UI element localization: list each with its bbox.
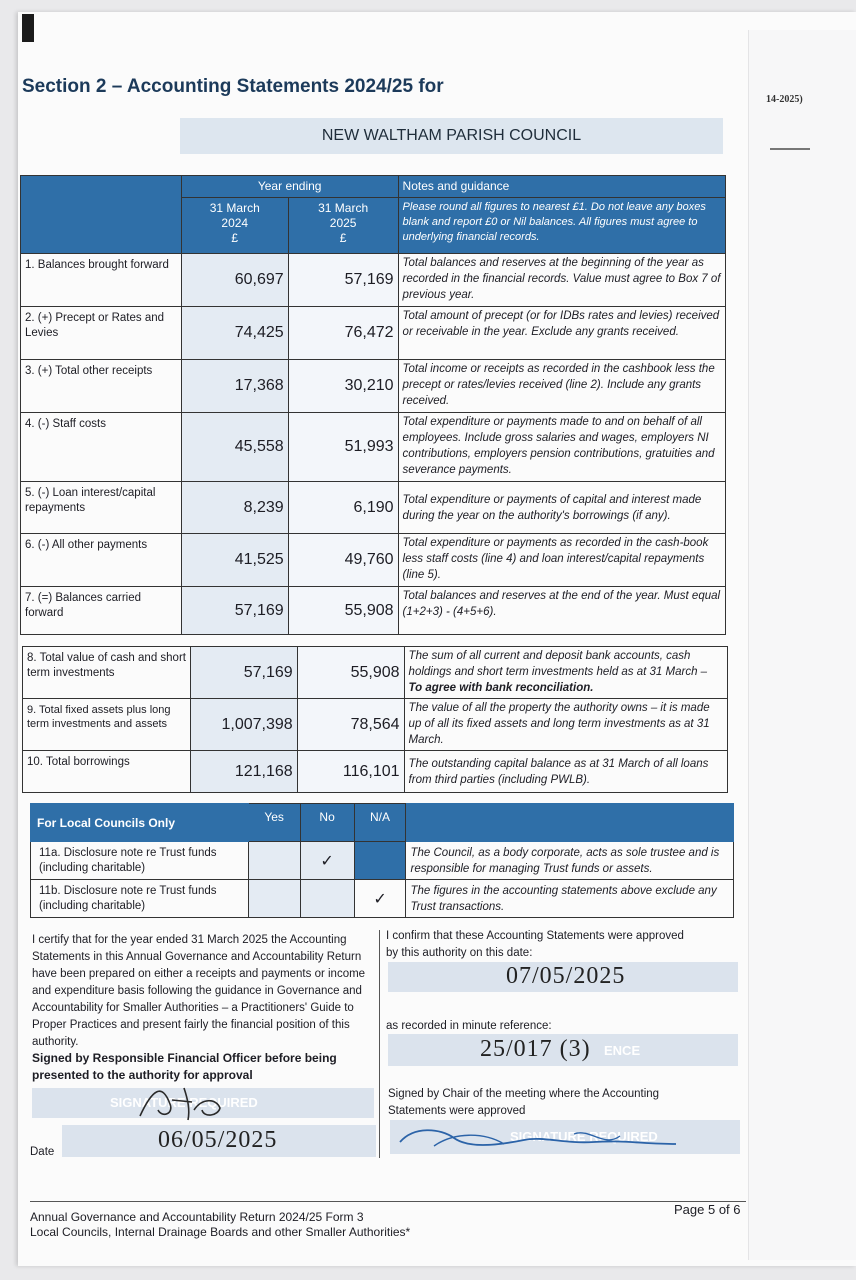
chair-signature-placeholder: SIGNATURE REQUIRED [510, 1129, 658, 1144]
row-note: Total expenditure or payments made to and on behalf of all employees. Include gross salaries and wages, employers NI contributions, employers pension contributions, gratuities and severance payments. [398, 413, 725, 482]
value-2025: 51,993 [288, 413, 398, 482]
table-row [21, 360, 726, 413]
yes-checkbox[interactable] [248, 842, 300, 880]
balance-sheet-table [22, 646, 728, 793]
value-2024: 1,007,398 [190, 699, 297, 751]
value-2024: 41,525 [181, 534, 288, 587]
table-row [21, 587, 726, 635]
row-label: 9. Total fixed assets plus long term investments and assets [23, 699, 191, 751]
value-2024: 60,697 [181, 254, 288, 307]
trust-funds-table [30, 803, 734, 918]
row-note: Total balances and reserves at the beginning of the year as recorded in the financial records. Value must agree to Box 7 of previous year. [398, 254, 725, 307]
footer-form-title: Annual Governance and Accountability Return 2024/25 Form 3 [30, 1210, 364, 1224]
table-row [23, 647, 728, 699]
signature-placeholder: SIGNATURE REQUIRED [110, 1095, 258, 1110]
value-2024: 74,425 [181, 307, 288, 360]
chair-signature-icon [394, 1122, 684, 1152]
yes-checkbox[interactable] [248, 880, 300, 918]
year-tag: 14-2025) [766, 94, 803, 105]
value-2025: 30,210 [288, 360, 398, 413]
rfo-date-field[interactable] [62, 1125, 376, 1157]
value-2025: 76,472 [288, 307, 398, 360]
row-label: 5. (-) Loan interest/capital repayments [21, 482, 182, 534]
row-note: Total balances and reserves at the end of the year. Must equal (1+2+3) - (4+5+6). [398, 587, 725, 635]
section-title: Section 2 – Accounting Statements 2024/25 for [22, 76, 444, 97]
table-row [31, 842, 734, 880]
value-2025: 116,101 [297, 751, 404, 793]
chair-signature-field[interactable] [390, 1120, 740, 1154]
table-row [21, 254, 726, 307]
rfo-date-value: 06/05/2025 [158, 1127, 278, 1153]
column-divider [379, 930, 380, 1158]
value-2025: 78,564 [297, 699, 404, 751]
row-label: 11a. Disclosure note re Trust funds (including charitable) [31, 842, 249, 880]
year-ending-header: Year ending [181, 176, 398, 198]
row-note [404, 647, 727, 699]
no-checkbox[interactable]: ✓ [300, 842, 354, 880]
minute-reference-field[interactable] [388, 1034, 738, 1066]
table-row [31, 880, 734, 918]
footer-rule [30, 1201, 746, 1202]
local-councils-heading: For Local Councils Only [31, 804, 249, 842]
value-2025: 57,169 [288, 254, 398, 307]
row-label: 8. Total value of cash and short term investments [23, 647, 191, 699]
chair-signed-label: Signed by Chair of the meeting where the Accounting Statements were approved [388, 1088, 660, 1117]
row-label: 7. (=) Balances carried forward [21, 587, 182, 635]
row-note: The value of all the property the authority owns – it is made up of all its fixed assets and long term investments as at 31 March. [404, 699, 727, 751]
table-row [21, 413, 726, 482]
table-row [23, 751, 728, 793]
na-header: N/A [354, 804, 406, 842]
value-2024: 121,168 [190, 751, 297, 793]
minute-reference-label: as recorded in minute reference: [386, 1020, 552, 1032]
adjacent-page-strip [748, 30, 856, 1260]
page-edge-mark [22, 14, 34, 42]
approval-date-value: 07/05/2025 [506, 963, 626, 989]
value-2025: 55,908 [297, 647, 404, 699]
table-row [21, 534, 726, 587]
row-note: The outstanding capital balance as at 31 March of all loans from third parties (including PWLB). [404, 751, 727, 793]
row-note: Total income or receipts as recorded in the cashbook less the precept or rates/levies received (line 2). Include any grants received. [398, 360, 725, 413]
row-label: 11b. Disclosure note re Trust funds (including charitable) [31, 880, 249, 918]
value-2024: 17,368 [181, 360, 288, 413]
header-blank [21, 176, 182, 254]
row-label: 2. (+) Precept or Rates and Levies [21, 307, 182, 360]
notes-header: Notes and guidance [398, 176, 725, 198]
minute-reference-value: 25/017 (3) [480, 1036, 591, 1062]
value-2025: 49,760 [288, 534, 398, 587]
council-name: NEW WALTHAM PARISH COUNCIL [180, 118, 723, 154]
table-row [21, 482, 726, 534]
rfo-signed-label: Signed by Responsible Financial Officer before being presented to the authority for approval [32, 1051, 337, 1082]
row-label: 6. (-) All other payments [21, 534, 182, 587]
notes-intro: Please round all figures to nearest £1. Do not leave any boxes blank and report £0 or Nil balances. All figures must agree to underlying financial records. [398, 198, 725, 254]
value-2025: 6,190 [288, 482, 398, 534]
col-2024-header: 31 March 2024 £ [181, 198, 288, 254]
rfo-signature-field[interactable] [32, 1088, 374, 1118]
no-checkbox[interactable] [300, 880, 354, 918]
value-2024: 57,169 [190, 647, 297, 699]
date-label: Date [30, 1146, 55, 1158]
accounting-statements-table [20, 175, 726, 635]
value-2025: 55,908 [288, 587, 398, 635]
row-label: 10. Total borrowings [23, 751, 191, 793]
rfo-signature-icon [132, 1080, 242, 1126]
trust-header-blank [406, 804, 734, 842]
row-note: Total expenditure or payments as recorded in the cash-book less staff costs (line 4) and loan interest/capital repayments (line 5). [398, 534, 725, 587]
minute-placeholder: ENCE [604, 1043, 641, 1058]
row-note: Total expenditure or payments of capital and interest made during the year on the authority's borrowings (if any). [398, 482, 725, 534]
approval-confirm-text: I confirm that these Accounting Statements were approved by this authority on this date: [386, 930, 684, 959]
rfo-certification-text: I certify that for the year ended 31 March 2025 the Accounting Statements in this Annual Governance and Accountability Return have been prepared on either a receipts and payments or income and expenditure basis following the guidance in Governance and Accountability for Smaller Authorities – a Practitioners' Guide to Proper Practices and present fairly the financial position of this authority. [32, 934, 366, 1048]
row-note-bold: To agree with bank reconciliation. [408, 682, 594, 694]
value-2024: 57,169 [181, 587, 288, 635]
value-2024: 8,239 [181, 482, 288, 534]
na-checkbox[interactable] [354, 842, 406, 880]
row-note: Total amount of precept (or for IDBs rates and levies) received or receivable in the year. Exclude any grants received. [398, 307, 725, 360]
table-row [21, 307, 726, 360]
footer-authorities: Local Councils, Internal Drainage Boards and other Smaller Authorities* [30, 1225, 411, 1239]
row-label: 3. (+) Total other receipts [21, 360, 182, 413]
row-note-text: The sum of all current and deposit bank accounts, cash holdings and short term investments held as at 31 March – [408, 650, 708, 678]
row-label: 1. Balances brought forward [21, 254, 182, 307]
page-number: Page 5 of 6 [674, 1202, 741, 1217]
value-2024: 45,558 [181, 413, 288, 482]
table-row [23, 699, 728, 751]
margin-dash [770, 148, 810, 150]
row-label: 4. (-) Staff costs [21, 413, 182, 482]
row-note: The figures in the accounting statements above exclude any Trust transactions. [406, 880, 734, 918]
na-checkbox[interactable]: ✓ [354, 880, 406, 918]
row-note: The Council, as a body corporate, acts as sole trustee and is responsible for managing Trust funds or assets. [406, 842, 734, 880]
approval-date-field[interactable] [388, 962, 738, 992]
no-header: No [300, 804, 354, 842]
col-2025-header: 31 March 2025 £ [288, 198, 398, 254]
yes-header: Yes [248, 804, 300, 842]
